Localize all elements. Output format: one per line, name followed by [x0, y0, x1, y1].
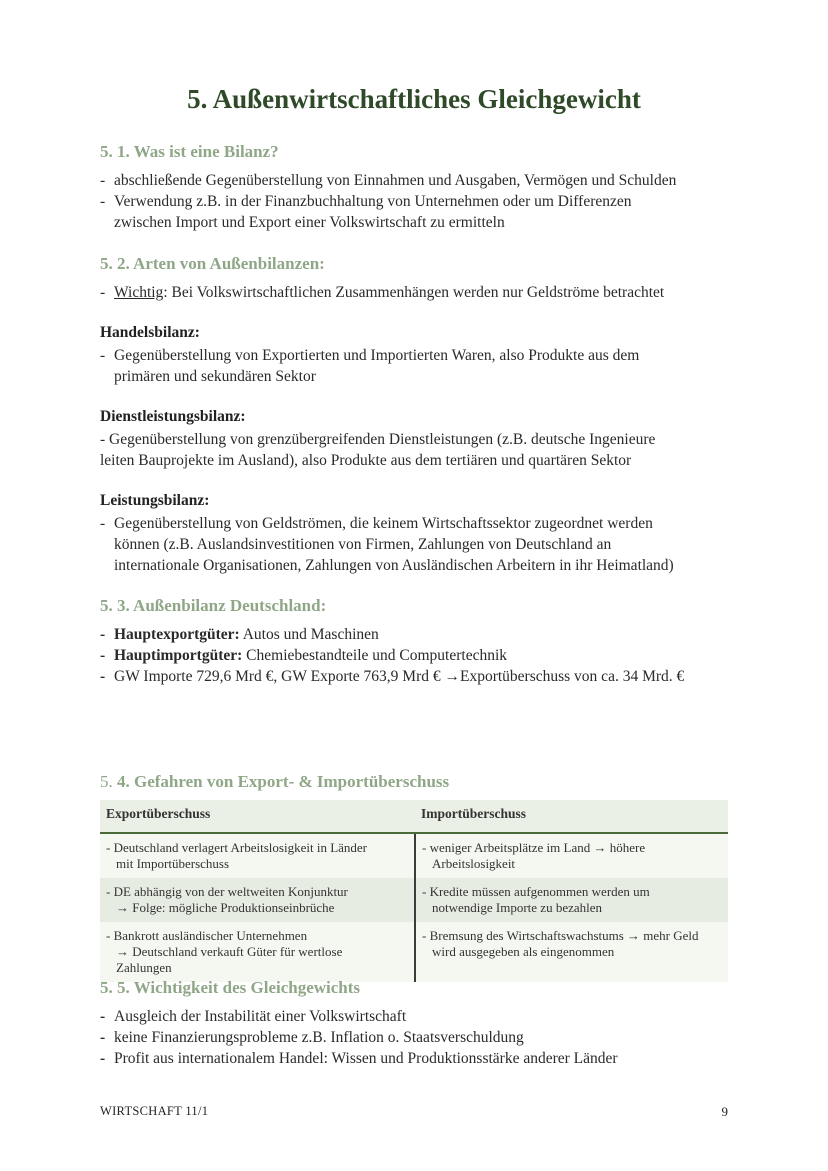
cell-line: → Deutschland verkauft Güter für wertlose [116, 944, 343, 959]
cell-line: wird ausgegeben als eingenommen [432, 944, 615, 959]
handelsbilanz-title: Handelsbilanz: [100, 324, 200, 341]
section-1-heading: 5. 1. Was ist eine Bilanz? [100, 142, 279, 161]
gw-line: - GW Importe 729,6 Mrd €, GW Exporte 763,9 Mrd € →Exportüberschuss von ca. 34 Mrd. € [100, 668, 685, 685]
cell-line: - weniger Arbeitsplätze im Land → höhere [422, 840, 646, 855]
section-1-bullet-2-cont: zwischen Import und Export einer Volkswirtschaft zu ermitteln [114, 214, 505, 231]
table-cell-import [415, 878, 728, 922]
cell-line: - Bankrott ausländischer Unternehmen [106, 928, 308, 943]
footer-subject: WIRTSCHAFT 11/1 [100, 1104, 209, 1118]
section-5-bullet-2: - keine Finanzierungsprobleme z.B. Inflation o. Staatsverschuldung [100, 1029, 524, 1046]
handelsbilanz-line-1: - Gegenüberstellung von Exportierten und Importierten Waren, also Produkte aus dem [100, 347, 640, 364]
table-cell-export [100, 878, 415, 922]
import-value: Chemiebestandteile und Computertechnik [242, 647, 508, 664]
table-cell-export [100, 922, 415, 982]
export-goods-line: - Hauptexportgüter: Autos und Maschinen [100, 626, 379, 643]
col-header-export: Exportüberschuss [100, 800, 415, 833]
dienstleistungsbilanz-title: Dienstleistungsbilanz: [100, 408, 246, 425]
bullet-text: keine Finanzierungsprobleme z.B. Inflation o. Staatsverschuldung [114, 1029, 524, 1046]
cell-line: - Kredite müssen aufgenommen werden um [422, 884, 650, 899]
table-header-row [100, 800, 728, 833]
section-5-bullet-1: - Ausgleich der Instabilität einer Volkswirtschaft [100, 1008, 407, 1025]
note-label: Wichtig [114, 284, 164, 301]
handelsbilanz-line-2: primären und sekundären Sektor [114, 368, 316, 385]
page-title: 5. Außenwirtschaftliches Gleichgewicht [187, 84, 641, 114]
bullet-text: Profit aus internationalem Handel: Wissen und Produktionsstärke anderer Länder [114, 1050, 618, 1067]
risk-table [100, 800, 728, 982]
leistungsbilanz-line-1: - Gegenüberstellung von Geldströmen, die keinem Wirtschaftssektor zugeordnet werden [100, 515, 653, 532]
import-label: Hauptimportgüter: [114, 647, 243, 664]
cell-line: - DE abhängig von der weltweiten Konjunktur [106, 884, 348, 899]
cell-line: Arbeitslosigkeit [432, 856, 516, 871]
dienstleistungsbilanz-line-2: leiten Bauprojekte im Ausland), also Produkte aus dem tertiären und quartären Sektor [100, 452, 632, 469]
page-number: 9 [721, 1104, 728, 1119]
leistungsbilanz-line-3: internationale Organisationen, Zahlungen von Ausländischen Arbeitern in ihr Heimatland) [114, 557, 674, 574]
bullet-text: Gegenüberstellung von Exportierten und Importierten Waren, also Produkte aus dem [114, 347, 640, 364]
table-cell-import [415, 922, 728, 982]
section-5-bullet-3: - Profit aus internationalem Handel: Wissen und Produktionsstärke anderer Länder [100, 1050, 618, 1067]
cell-line: - Deutschland verlagert Arbeitslosigkeit in Länder [106, 840, 368, 855]
leistungsbilanz-line-2: können (z.B. Auslandsinvestitionen von Firmen, Zahlungen von Deutschland an [114, 536, 612, 553]
section-1-bullet-2: - Verwendung z.B. in der Finanzbuchhaltung von Unternehmen oder um Differenzen [100, 193, 632, 210]
import-goods-line: - Hauptimportgüter: Chemiebestandteile und Computertechnik [100, 647, 508, 664]
section-5-heading: 5. 5. Wichtigkeit des Gleichgewichts [100, 978, 361, 997]
bullet-text: Ausgleich der Instabilität einer Volkswirtschaft [114, 1008, 407, 1025]
table-row [100, 922, 728, 982]
section-2-heading: 5. 2. Arten von Außenbilanzen: [100, 254, 325, 273]
section-4-heading [100, 772, 449, 792]
col-header-import: Importüberschuss [415, 800, 728, 833]
note-text: : Bei Volkswirtschaftlichen Zusammenhängen werden nur Geldströme betrachtet [163, 284, 665, 301]
section-3-heading: 5. 3. Außenbilanz Deutschland: [100, 596, 327, 615]
export-label: Hauptexportgüter: [114, 626, 240, 643]
cell-line: mit Importüberschuss [116, 856, 230, 871]
cell-line: - Bremsung des Wirtschaftswachstums → mehr Geld [422, 928, 699, 943]
gw-text: GW Importe 729,6 Mrd €, GW Exporte 763,9 Mrd € →Exportüberschuss von ca. 34 Mrd. € [114, 668, 685, 685]
table-row [100, 833, 728, 878]
cell-line: → Folge: mögliche Produktionseinbrüche [116, 900, 335, 915]
bullet-text: Gegenüberstellung von Geldströmen, die keinem Wirtschaftssektor zugeordnet werden [114, 515, 653, 532]
cell-line: notwendige Importe zu bezahlen [432, 900, 603, 915]
bullet-text: abschließende Gegenüberstellung von Einnahmen und Ausgaben, Vermögen und Schulden [114, 172, 677, 189]
table-cell-export [100, 833, 415, 878]
table-row [100, 878, 728, 922]
section-1-bullet-1: - abschließende Gegenüberstellung von Einnahmen und Ausgaben, Vermögen und Schulden [100, 172, 677, 189]
bullet-text: Verwendung z.B. in der Finanzbuchhaltung von Unternehmen oder um Differenzen [114, 193, 632, 210]
cell-line: Zahlungen [116, 960, 172, 975]
dienstleistungsbilanz-line-1: - Gegenüberstellung von grenzübergreifenden Dienstleistungen (z.B. deutsche Ingenieure [100, 431, 656, 448]
table-cell-import [415, 833, 728, 878]
export-value: Autos und Maschinen [239, 626, 379, 643]
section-4-heading-text: 4. Gefahren von Export- & Importüberschuss [112, 772, 450, 791]
leistungsbilanz-title: Leistungsbilanz: [100, 492, 210, 509]
section-4-heading-num: 5. [100, 772, 113, 791]
section-2-note: - Wichtig: Bei Volkswirtschaftlichen Zusammenhängen werden nur Geldströme betrachtet [100, 284, 665, 301]
